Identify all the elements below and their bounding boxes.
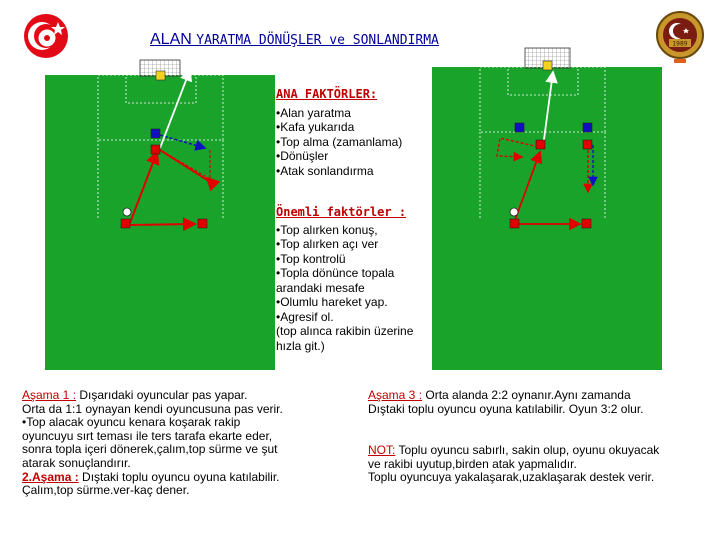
list-item: •Top alırken konuş,: [276, 222, 378, 237]
ball-icon: [123, 208, 131, 216]
shot-arrow: [543, 72, 553, 147]
asama-1-label: Aşama 1 :: [22, 388, 77, 402]
list-item: •Top alırken açı ver: [276, 237, 379, 251]
run-path: [160, 150, 205, 176]
not-text: Toplu oyuncu sabırlı, sakin olup, oyunu okuyacak: [395, 443, 660, 457]
list-item: (top alınca rakibin üzerine: [276, 324, 414, 338]
emblem-year: 1989: [672, 40, 688, 48]
outside-player: [510, 219, 519, 228]
list-item: •Atak sonlandırma: [276, 163, 374, 178]
defender-player: [151, 129, 160, 138]
list-item: •Top alma (zamanlama): [276, 134, 403, 149]
list-item: •Top kontrolü: [276, 251, 346, 266]
defender-run: [160, 135, 205, 148]
list-item: arandaki mesafe: [276, 280, 365, 295]
pass-arrow: [515, 152, 540, 220]
asama-1-line: Orta da 1:1 oynayan kendi oyuncusuna pas verir.: [22, 401, 283, 416]
asama-1-line: atarak sonuçlandırır.: [22, 455, 131, 470]
not-line: Toplu oyuncuya yakalaşarak,uzaklaşarak destek verir.: [368, 470, 655, 485]
goalkeeper: [156, 71, 165, 80]
not-label: NOT:: [368, 443, 396, 457]
list-item: •Dönüşler: [276, 149, 329, 163]
list-item: •Topla dönünce topala: [276, 266, 395, 280]
asama-1-line: sonra topla içeri dönerek,çalım,top sürme ve şut: [22, 442, 278, 457]
attacker-player: [583, 140, 592, 149]
list-item: •Kafa yukarıda: [276, 120, 355, 134]
asama-1-line: •Top alacak oyuncu kenara koşarak rakip: [22, 415, 241, 430]
attacker-player: [151, 145, 160, 154]
not-block: [368, 444, 718, 485]
outside-player: [198, 219, 207, 228]
onemli-faktorler-heading: Önemli faktörler :: [276, 205, 407, 219]
asama-3-line: Dıştaki toplu oyuncu oyuna katılabilir. Oyun 3:2 olur.: [368, 401, 644, 416]
asama-2-text: Dıştaki toplu oyuncu oyuna katılabilir.: [78, 469, 280, 484]
outside-player: [121, 219, 130, 228]
asama-3-block: [368, 389, 718, 416]
list-item: hızla git.): [276, 338, 325, 353]
ball-icon: [510, 208, 518, 216]
list-item: •Olumlu hareket yap.: [276, 295, 388, 309]
asama-1-block: [22, 389, 367, 498]
defender-player: [583, 123, 592, 132]
goalkeeper: [543, 61, 552, 70]
defender-player: [515, 123, 524, 132]
onemli-faktorler-panel: [276, 205, 441, 353]
list-item: •Agresif ol.: [276, 309, 334, 324]
outside-player: [582, 219, 591, 228]
shot-arrow: [160, 70, 190, 148]
pass-arrow: [130, 152, 157, 223]
ana-faktorler-heading: ANA FAKTÖRLER:: [276, 87, 378, 101]
pass-arrow: [130, 224, 195, 225]
asama-1-text: Dışarıdaki oyuncular pas yapar.: [76, 388, 248, 402]
attacker-player: [536, 140, 545, 149]
ana-faktorler-panel: [276, 87, 436, 178]
asama-1-line: oyuncuyu sırt teması ile ters tarafa ekarte eder,: [22, 428, 273, 443]
title-part2: YARATMA DÖNÜŞLER ve SONLANDIRMA: [196, 33, 439, 48]
dribble-arrow: [160, 150, 212, 183]
list-item: •Alan yaratma: [276, 105, 351, 120]
asama-3-text: Orta alanda 2:2 oynanır.Aynı zamanda: [422, 388, 631, 402]
asama-3-label: Aşama 3 :: [368, 388, 423, 402]
asama-2-label: 2.Aşama :: [22, 469, 79, 484]
title-part1: ALAN: [150, 31, 197, 48]
asama-2-line: Çalım,top sürme.ver-kaç dener.: [22, 483, 190, 498]
not-line: ve rakibi uyutup,birden atak yapmalıdır.: [368, 456, 577, 471]
